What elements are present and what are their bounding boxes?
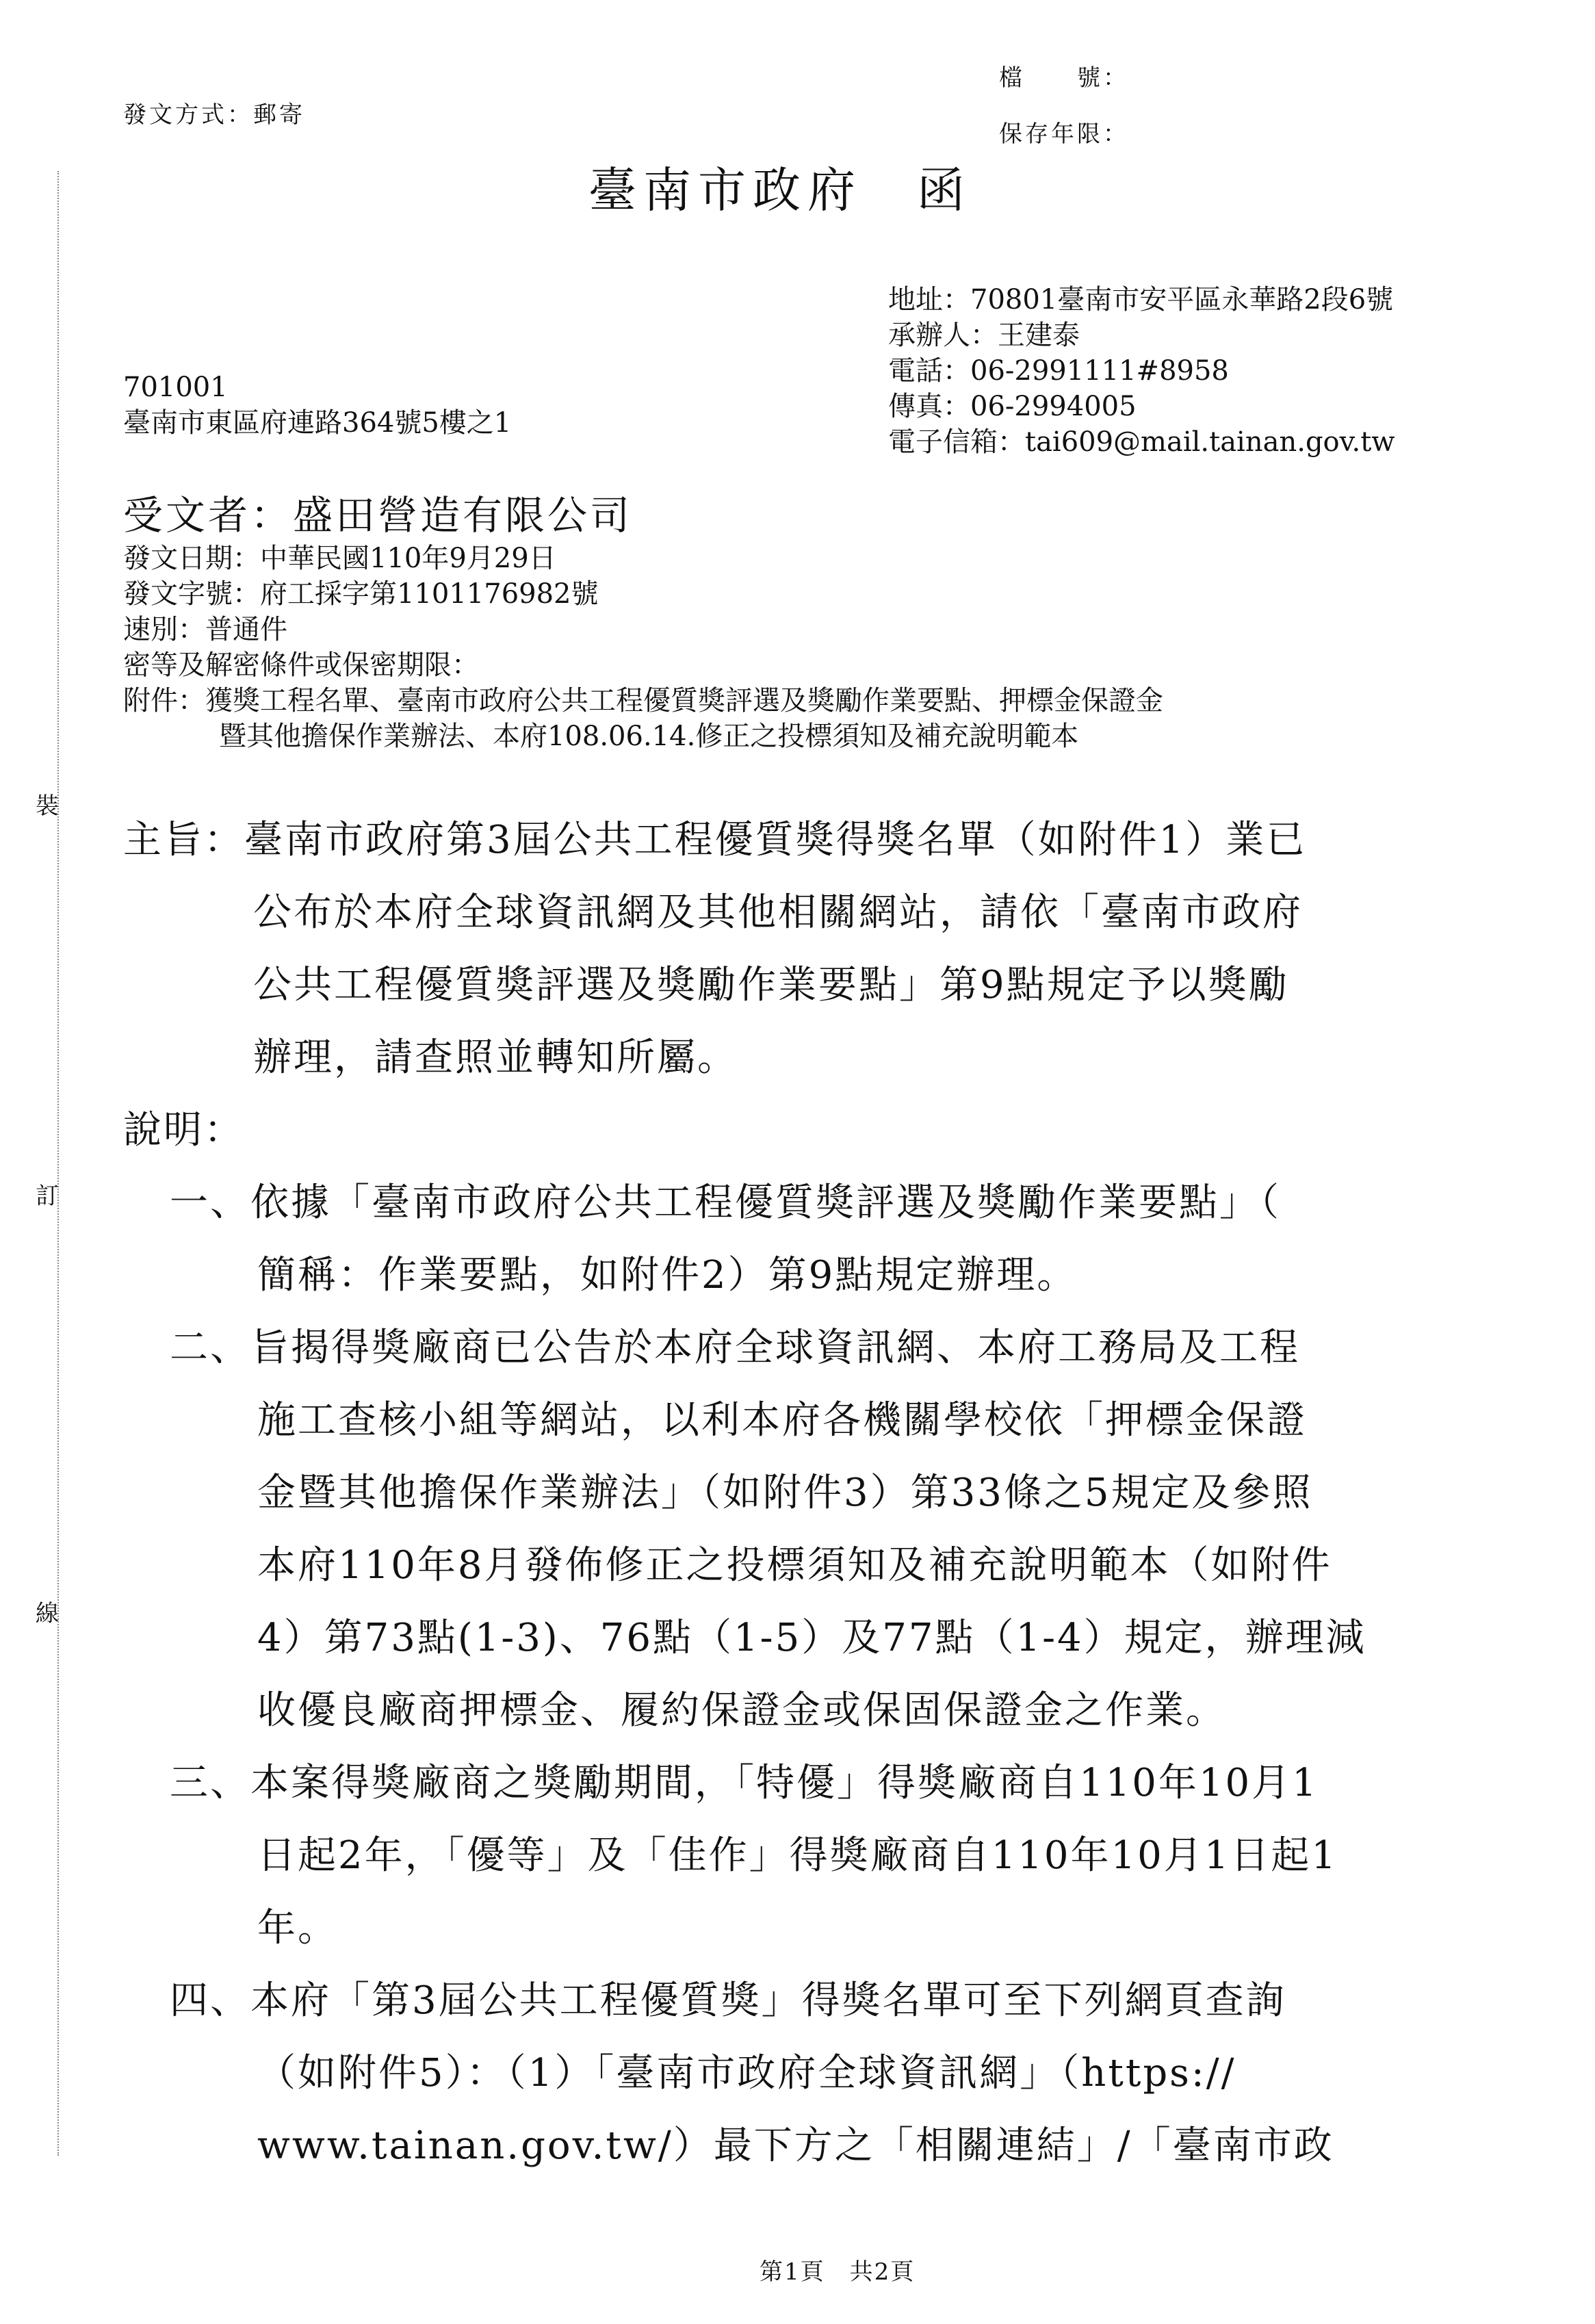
subject-line-2: 公布於本府全球資訊網及其他相關網站，請依「臺南市政府: [253, 890, 1303, 935]
item-2-cont: 本府110年8月發佈修正之投標須知及補充說明範本（如附件: [257, 1543, 1332, 1588]
attachments-line-2: 暨其他擔保作業辦法、本府108.06.14.修正之投標須知及補充說明範本: [219, 721, 1079, 752]
subject-line-1: [123, 804, 1366, 877]
document-title: 臺南市政府 函: [588, 162, 972, 218]
binding-line: [57, 171, 59, 2156]
item-2-cont: 金暨其他擔保作業辦法」（如附件3）第33條之5規定及參照: [257, 1471, 1313, 1515]
recipient-zip: 701001: [123, 372, 228, 403]
phone: 電話：06-2991111#8958: [888, 355, 1229, 387]
sender-contact-block: [888, 282, 1395, 460]
item-2-first: 二、旨揭得獎廠商已公告於本府全球資訊網、本府工務局及工程: [170, 1326, 1300, 1370]
binding-mark-ding: 訂: [36, 1183, 59, 1210]
speed: 速別：普通件: [123, 614, 287, 645]
item-1-first: 一、依據「臺南市政府公共工程優質獎評選及獎勵作業要點」（: [170, 1180, 1281, 1225]
page-footer: 第1頁 共2頁: [760, 2258, 916, 2286]
doc-number: 發文字號：府工採字第1101176982號: [123, 578, 599, 610]
recipient-address-block: [123, 370, 511, 441]
issue-date: 發文日期：中華民國110年9月29日: [123, 543, 556, 574]
attachments-line-1: 附件：獲獎工程名單、臺南市政府公共工程優質獎評選及獎勵作業要點、押標金保證金: [123, 685, 1163, 716]
meta-block: [123, 541, 1163, 754]
item-2-cont: 施工查核小組等網站，以利本府各機關學校依「押標金保證: [257, 1398, 1307, 1443]
email: 電子信箱：tai609@mail.tainan.gov.tw: [888, 426, 1395, 458]
subject-head: 主旨：: [123, 818, 244, 862]
item-2-cont: 收優良廠商押標金、履約保證金或保固保證金之作業。: [257, 1688, 1226, 1733]
item-4-cont: （如附件5）：（1）「臺南市政府全球資訊網」（https://: [257, 2051, 1236, 2095]
item-1-cont: 簡稱：作業要點，如附件2）第9點規定辦理。: [257, 1253, 1078, 1297]
retention-label: 保存年限：: [999, 120, 1129, 148]
handler: 承辦人：王建泰: [888, 320, 1080, 351]
binding-mark-zhuang: 裝: [36, 792, 59, 820]
binding-mark-xian: 線: [36, 1600, 59, 1627]
document-body: [123, 804, 1366, 2182]
recipient-street: 臺南市東區府連路364號5樓之1: [123, 407, 512, 439]
item-3-cont: 年。: [257, 1906, 338, 1950]
fax: 傳真：06-2994005: [888, 391, 1137, 422]
item-3-cont: 日起2年，「優等」及「佳作」得獎廠商自110年10月1日起1: [257, 1833, 1338, 1878]
subject-text: 臺南市政府第3屆公共工程優質獎得獎名單（如附件1）業已: [244, 818, 1307, 862]
file-number-label: 檔 號：: [999, 64, 1129, 92]
item-3-first: 三、本案得獎廠商之獎勵期間，「特優」得獎廠商自110年10月1: [170, 1761, 1319, 1805]
send-method: 發文方式：郵寄: [123, 101, 305, 129]
subject-line-3: 公共工程優質獎評選及獎勵作業要點」第9點規定予以獎勵: [253, 963, 1289, 1007]
sender-address: 地址：70801臺南市安平區永華路2段6號: [888, 284, 1394, 315]
recipient: 受文者：盛田營造有限公司: [123, 492, 633, 539]
item-4-first: 四、本府「第3屆公共工程優質獎」得獎名單可至下列網頁查詢: [170, 1978, 1286, 2023]
item-2-cont: 4）第73點(1-3)、76點（1-5）及77點（1-4）規定，辦理減: [257, 1616, 1366, 1660]
item-4-cont: www.tainan.gov.tw/）最下方之「相關連結」/「臺南市政: [257, 2123, 1334, 2168]
subject-line-4: 辦理，請查照並轉知所屬。: [253, 1035, 738, 1080]
secrecy: 密等及解密條件或保密期限：: [123, 649, 479, 681]
explanation-head: 說明：: [123, 1108, 244, 1152]
